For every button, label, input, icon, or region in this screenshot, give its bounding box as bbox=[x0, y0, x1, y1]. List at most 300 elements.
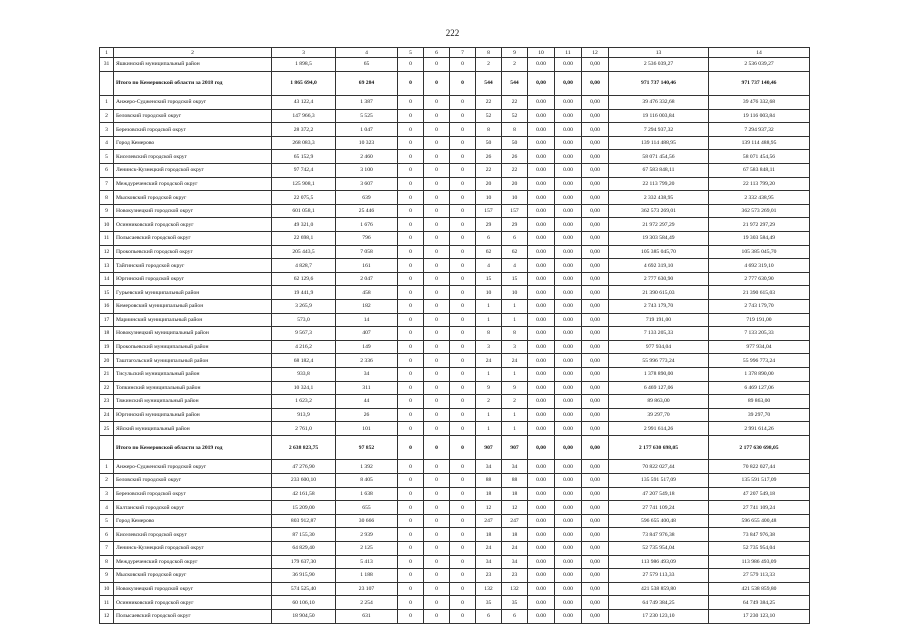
table-cell: Тяжинский муниципальный район bbox=[114, 395, 272, 409]
table-cell: Топкинский муниципальный район bbox=[114, 381, 272, 395]
table-cell: 0 bbox=[398, 408, 424, 422]
table-cell: 0.00 bbox=[528, 300, 555, 314]
table-cell: 0.00 bbox=[528, 191, 555, 205]
table-cell: 26 bbox=[336, 408, 398, 422]
table-cell: 0,00 bbox=[582, 123, 609, 137]
total-row bbox=[100, 435, 810, 460]
table-cell: 1 392 bbox=[336, 460, 398, 474]
table-cell: 0 bbox=[398, 232, 424, 246]
table-cell: 15 209,00 bbox=[272, 501, 336, 515]
table-cell: 2 743 179,70 bbox=[609, 300, 709, 314]
table-cell: 1 188 bbox=[336, 569, 398, 583]
table-cell: 52 735 954,04 bbox=[609, 542, 709, 556]
table-cell: 0 bbox=[424, 177, 450, 191]
table-row bbox=[100, 245, 810, 259]
table-cell: 34 bbox=[502, 460, 528, 474]
table-cell: 21 390 615,03 bbox=[609, 286, 709, 300]
table-cell: 0,00 bbox=[582, 71, 609, 96]
table-cell: Киселевский городской округ bbox=[114, 528, 272, 542]
table-cell: 0 bbox=[398, 286, 424, 300]
table-cell: 0 bbox=[424, 123, 450, 137]
table-cell: 24 bbox=[476, 354, 502, 368]
table-cell: 4 692 319,10 bbox=[609, 259, 709, 273]
table-cell: 0.00 bbox=[528, 381, 555, 395]
table-cell: 88 bbox=[476, 474, 502, 488]
table-cell: 0 bbox=[424, 381, 450, 395]
table-cell: 3 bbox=[502, 340, 528, 354]
table-cell: 47 207 549,18 bbox=[709, 487, 810, 501]
table-cell: 0.00 bbox=[528, 177, 555, 191]
table-cell: 0 bbox=[424, 435, 450, 460]
table-cell: 67 583 848,11 bbox=[609, 164, 709, 178]
table-cell: 0 bbox=[424, 136, 450, 150]
table-row bbox=[100, 367, 810, 381]
table-cell: 0.00 bbox=[555, 474, 582, 488]
table-cell: Тисульский муниципальный район bbox=[114, 367, 272, 381]
table-cell: 0.00 bbox=[528, 204, 555, 218]
table-cell: Юргинский муниципальный район bbox=[114, 408, 272, 422]
table-cell: 35 bbox=[476, 596, 502, 610]
table-cell: 907 bbox=[476, 435, 502, 460]
table-row bbox=[100, 58, 810, 72]
table-cell: 0 bbox=[398, 460, 424, 474]
table-cell: 0 bbox=[398, 354, 424, 368]
table-cell: 101 bbox=[336, 422, 398, 436]
table-cell: 105 385 045,70 bbox=[609, 245, 709, 259]
table-cell: 596 655 400,48 bbox=[609, 514, 709, 528]
table-cell: 0.00 bbox=[528, 582, 555, 596]
table-cell: 0,00 bbox=[582, 542, 609, 556]
table-cell: 1 bbox=[100, 460, 114, 474]
table-row bbox=[100, 596, 810, 610]
table-cell: Новокузнецкий городской округ bbox=[114, 204, 272, 218]
table-cell: 601 058,1 bbox=[272, 204, 336, 218]
table-cell: 36 915,90 bbox=[272, 569, 336, 583]
table-cell: 0 bbox=[450, 245, 476, 259]
table-cell: 9 bbox=[100, 204, 114, 218]
table-row bbox=[100, 542, 810, 556]
table-cell: 6 bbox=[476, 232, 502, 246]
table-cell: 2 177 630 698,05 bbox=[709, 435, 810, 460]
table-cell: 0 bbox=[450, 422, 476, 436]
table-cell: 8 405 bbox=[336, 474, 398, 488]
table-cell: 0,00 bbox=[582, 58, 609, 72]
table-cell: 0 bbox=[398, 272, 424, 286]
table-cell: 0,00 bbox=[582, 245, 609, 259]
table-cell: 2 332 438,95 bbox=[709, 191, 810, 205]
table-cell: 8 bbox=[476, 327, 502, 341]
table-cell: 17 bbox=[100, 313, 114, 327]
table-cell: 0 bbox=[398, 422, 424, 436]
table-cell: 0.00 bbox=[528, 164, 555, 178]
table-cell: 0 bbox=[424, 474, 450, 488]
table-cell: 0,00 bbox=[582, 609, 609, 623]
table-cell: Город Кемерово bbox=[114, 514, 272, 528]
table-cell: 205 443,5 bbox=[272, 245, 336, 259]
table-cell: 73 847 976,38 bbox=[609, 528, 709, 542]
table-cell: 1 676 bbox=[336, 218, 398, 232]
table-cell: 3 bbox=[100, 487, 114, 501]
table-cell: 113 986 493,09 bbox=[709, 555, 810, 569]
table-row bbox=[100, 218, 810, 232]
table-cell: 22 bbox=[476, 164, 502, 178]
table-cell: 0.00 bbox=[528, 109, 555, 123]
table-cell: 0.00 bbox=[555, 555, 582, 569]
table-row bbox=[100, 582, 810, 596]
table-cell: 0 bbox=[398, 109, 424, 123]
table-cell: 0.00 bbox=[528, 259, 555, 273]
table-cell: 0,00 bbox=[582, 191, 609, 205]
table-cell: 3 100 bbox=[336, 164, 398, 178]
table-cell: 0 bbox=[398, 164, 424, 178]
table-cell: 20 bbox=[476, 177, 502, 191]
table-cell: 27 579 113,33 bbox=[609, 569, 709, 583]
table-cell: 0 bbox=[450, 204, 476, 218]
table-cell: 544 bbox=[502, 71, 528, 96]
table-cell: 22 bbox=[476, 96, 502, 110]
table-cell: 8 bbox=[502, 123, 528, 137]
table-cell: 0 bbox=[450, 218, 476, 232]
table-cell: 0.00 bbox=[555, 354, 582, 368]
table-cell: 0.00 bbox=[555, 542, 582, 556]
table-row bbox=[100, 381, 810, 395]
table-cell: 0 bbox=[424, 569, 450, 583]
table-cell: 0 bbox=[398, 327, 424, 341]
table-cell: 2 bbox=[502, 395, 528, 409]
table-cell: 0 bbox=[398, 136, 424, 150]
table-cell: 0 bbox=[424, 164, 450, 178]
table-cell: 311 bbox=[336, 381, 398, 395]
table-cell: 5 525 bbox=[336, 109, 398, 123]
table-cell: 544 bbox=[476, 71, 502, 96]
table-cell: 0 bbox=[450, 395, 476, 409]
table-cell: 125 908,1 bbox=[272, 177, 336, 191]
table-cell: 24 bbox=[502, 542, 528, 556]
table-cell: 1 638 bbox=[336, 487, 398, 501]
table-cell: 0,00 bbox=[582, 596, 609, 610]
table-cell: Тайгинский городской округ bbox=[114, 259, 272, 273]
table-cell: Кемеровский муниципальный район bbox=[114, 300, 272, 314]
table-cell: 1 898,5 bbox=[272, 58, 336, 72]
table-cell: 49 321,0 bbox=[272, 218, 336, 232]
table-cell: 11 bbox=[100, 232, 114, 246]
table-cell: 22 bbox=[502, 164, 528, 178]
table-cell: 1 387 bbox=[336, 96, 398, 110]
table-cell: 631 bbox=[336, 609, 398, 623]
table-cell: 0 bbox=[398, 474, 424, 488]
table-cell: 4 bbox=[100, 136, 114, 150]
table-cell: 0.00 bbox=[555, 272, 582, 286]
table-cell: 0,00 bbox=[582, 487, 609, 501]
table-cell: 132 bbox=[502, 582, 528, 596]
table-cell: 0.00 bbox=[528, 313, 555, 327]
table-cell: 0 bbox=[424, 109, 450, 123]
table-cell: 0,00 bbox=[528, 435, 555, 460]
table-cell: 0.00 bbox=[555, 58, 582, 72]
table-cell: Беловский городской округ bbox=[114, 109, 272, 123]
table-cell: 2 460 bbox=[336, 150, 398, 164]
table-cell: 1 865 694,0 bbox=[272, 71, 336, 96]
table-cell: 18 904,50 bbox=[272, 609, 336, 623]
table-cell: 2 177 630 698,05 bbox=[609, 435, 709, 460]
table-cell: 6 bbox=[502, 609, 528, 623]
table-row bbox=[100, 123, 810, 137]
table-cell: 0.00 bbox=[528, 96, 555, 110]
table-cell: 977 934,04 bbox=[609, 340, 709, 354]
table-cell: 5 bbox=[100, 514, 114, 528]
table-cell: 34 bbox=[336, 367, 398, 381]
table-cell: 0 bbox=[398, 367, 424, 381]
table-cell: 0 bbox=[398, 542, 424, 556]
table-cell: 97 852 bbox=[336, 435, 398, 460]
table-cell: 0 bbox=[424, 609, 450, 623]
table-cell: 0 bbox=[450, 596, 476, 610]
table-cell: 0,00 bbox=[582, 569, 609, 583]
table-cell: 64 749 384,25 bbox=[609, 596, 709, 610]
column-number: 13 bbox=[609, 48, 709, 58]
table-cell: 0.00 bbox=[555, 367, 582, 381]
table-cell: 0.00 bbox=[528, 474, 555, 488]
table-cell: 135 591 517,09 bbox=[709, 474, 810, 488]
table-cell: 10 bbox=[476, 191, 502, 205]
table-cell: 12 bbox=[100, 609, 114, 623]
table-cell: 12 bbox=[502, 501, 528, 515]
table-cell: 64 749 384,25 bbox=[709, 596, 810, 610]
table-cell: 6 bbox=[476, 609, 502, 623]
table-cell: 42 161,58 bbox=[272, 487, 336, 501]
table-cell: 0 bbox=[424, 218, 450, 232]
table-cell: 62 bbox=[476, 245, 502, 259]
table-cell: 0 bbox=[398, 150, 424, 164]
table-cell: 1 378 890,00 bbox=[609, 367, 709, 381]
table-row bbox=[100, 487, 810, 501]
table-cell: 0.00 bbox=[555, 487, 582, 501]
table-cell: 0 bbox=[450, 96, 476, 110]
table-cell: 1 bbox=[100, 96, 114, 110]
table-cell: 0.00 bbox=[528, 136, 555, 150]
table-cell: Осинниковский городской округ bbox=[114, 218, 272, 232]
column-number: 7 bbox=[450, 48, 476, 58]
table-row bbox=[100, 286, 810, 300]
table-cell: 0 bbox=[450, 259, 476, 273]
table-cell: 0.00 bbox=[555, 150, 582, 164]
table-cell: 2 777 630,90 bbox=[709, 272, 810, 286]
table-cell: 0.00 bbox=[555, 300, 582, 314]
column-number-row bbox=[100, 48, 810, 58]
table-cell: 0.00 bbox=[528, 286, 555, 300]
column-number: 1 bbox=[100, 48, 114, 58]
table-row bbox=[100, 191, 810, 205]
table-cell: 87 155,30 bbox=[272, 528, 336, 542]
table-row bbox=[100, 395, 810, 409]
table-cell: 5 bbox=[100, 150, 114, 164]
table-cell: 21 972 297,29 bbox=[609, 218, 709, 232]
table-cell: Прокопьевский муниципальный район bbox=[114, 340, 272, 354]
table-cell: 362 573 269,01 bbox=[709, 204, 810, 218]
table-cell: 0 bbox=[450, 150, 476, 164]
table-cell: 2 bbox=[100, 474, 114, 488]
table-cell: 0 bbox=[398, 582, 424, 596]
table-cell: 55 996 773,24 bbox=[709, 354, 810, 368]
table-cell: 0.00 bbox=[528, 232, 555, 246]
table-cell: 0 bbox=[450, 191, 476, 205]
table-cell: Междуреченский городской округ bbox=[114, 177, 272, 191]
table-cell: 7 294 937,32 bbox=[709, 123, 810, 137]
table-cell: Анжеро-Судженский городской округ bbox=[114, 460, 272, 474]
table-cell: 5 413 bbox=[336, 555, 398, 569]
table-cell: 0 bbox=[424, 71, 450, 96]
table-cell: 4 216,2 bbox=[272, 340, 336, 354]
table-cell: 0 bbox=[424, 501, 450, 515]
table-cell: 1 378 890,00 bbox=[709, 367, 810, 381]
table-cell: 0 bbox=[424, 514, 450, 528]
table-cell: 0 bbox=[450, 232, 476, 246]
table-cell: 16 bbox=[100, 300, 114, 314]
table-cell: 65 152,9 bbox=[272, 150, 336, 164]
table-row bbox=[100, 164, 810, 178]
table-cell: 1 047 bbox=[336, 123, 398, 137]
table-cell: 2 bbox=[100, 109, 114, 123]
table-cell: 9 bbox=[476, 381, 502, 395]
table-cell: 0 bbox=[424, 408, 450, 422]
table-cell: 0,00 bbox=[555, 435, 582, 460]
table-cell: 0,00 bbox=[582, 136, 609, 150]
table-cell: 3 607 bbox=[336, 177, 398, 191]
table-cell bbox=[100, 71, 114, 96]
table-cell: Калтанский городской округ bbox=[114, 501, 272, 515]
table-row bbox=[100, 177, 810, 191]
table-cell: 0.00 bbox=[555, 164, 582, 178]
table-cell: 7 133 205,33 bbox=[709, 327, 810, 341]
table-cell: 907 bbox=[502, 435, 528, 460]
table-cell: 574 525,40 bbox=[272, 582, 336, 596]
table-cell: 23 bbox=[100, 395, 114, 409]
table-cell: 0.00 bbox=[555, 528, 582, 542]
table-cell: 0 bbox=[424, 596, 450, 610]
table-cell: 0 bbox=[424, 58, 450, 72]
table-cell: 2 254 bbox=[336, 596, 398, 610]
table-cell: 913,9 bbox=[272, 408, 336, 422]
table-cell: 0 bbox=[424, 150, 450, 164]
table-cell: Березовский городской округ bbox=[114, 123, 272, 137]
table-cell: 0.00 bbox=[555, 204, 582, 218]
table-cell: 69 284 bbox=[336, 71, 398, 96]
table-cell: 0,00 bbox=[582, 177, 609, 191]
table-cell: 0,00 bbox=[582, 109, 609, 123]
column-number: 4 bbox=[336, 48, 398, 58]
table-row bbox=[100, 96, 810, 110]
table-cell: 11 bbox=[100, 596, 114, 610]
table-cell: 27 579 113,33 bbox=[709, 569, 810, 583]
table-cell: 0 bbox=[398, 596, 424, 610]
table-row bbox=[100, 150, 810, 164]
table-cell: Мариинский муниципальный район bbox=[114, 313, 272, 327]
table-cell: 2 bbox=[476, 395, 502, 409]
table-cell: 30 666 bbox=[336, 514, 398, 528]
table-cell: 0 bbox=[424, 487, 450, 501]
table-row bbox=[100, 609, 810, 623]
table-cell: 132 bbox=[476, 582, 502, 596]
table-cell: 0 bbox=[398, 204, 424, 218]
table-cell: Ленинск-Кузнецкий городской округ bbox=[114, 164, 272, 178]
table-cell: 24 bbox=[100, 408, 114, 422]
table-cell: 1 bbox=[476, 422, 502, 436]
table-cell: 0 bbox=[398, 435, 424, 460]
table-cell: 22 698,1 bbox=[272, 232, 336, 246]
table-row bbox=[100, 528, 810, 542]
table-cell: 113 986 493,09 bbox=[609, 555, 709, 569]
table-cell: 0 bbox=[424, 528, 450, 542]
table-cell: 19 441,9 bbox=[272, 286, 336, 300]
column-number: 5 bbox=[398, 48, 424, 58]
table-cell: 0,00 bbox=[582, 555, 609, 569]
column-number: 11 bbox=[555, 48, 582, 58]
table-cell: 105 385 045,70 bbox=[709, 245, 810, 259]
table-cell: 0 bbox=[450, 313, 476, 327]
table-cell: 0 bbox=[450, 286, 476, 300]
table-cell: 0,00 bbox=[582, 300, 609, 314]
table-cell: 0.00 bbox=[555, 218, 582, 232]
table-cell: 0 bbox=[424, 367, 450, 381]
table-row bbox=[100, 109, 810, 123]
column-number: 6 bbox=[424, 48, 450, 58]
table-cell: 0 bbox=[450, 367, 476, 381]
table-row bbox=[100, 514, 810, 528]
table-cell: 67 583 848,11 bbox=[709, 164, 810, 178]
table-cell: 179 637,30 bbox=[272, 555, 336, 569]
table-cell: 15 bbox=[502, 272, 528, 286]
table-cell: 719 191,00 bbox=[709, 313, 810, 327]
table-cell: 362 573 269,01 bbox=[609, 204, 709, 218]
table-cell: 0,00 bbox=[582, 395, 609, 409]
table-cell: 31 bbox=[100, 58, 114, 72]
table-cell: 0.00 bbox=[555, 609, 582, 623]
table-cell: 0 bbox=[398, 313, 424, 327]
table-cell: 22 bbox=[100, 381, 114, 395]
table-cell: 15 bbox=[476, 272, 502, 286]
table-cell: 34 bbox=[476, 555, 502, 569]
table-cell: 149 bbox=[336, 340, 398, 354]
table-cell: 0,00 bbox=[582, 218, 609, 232]
table-cell: 9 567,3 bbox=[272, 327, 336, 341]
column-number: 10 bbox=[528, 48, 555, 58]
table-cell: 24 bbox=[476, 542, 502, 556]
table-cell: 268 083,3 bbox=[272, 136, 336, 150]
table-cell: 0,00 bbox=[582, 435, 609, 460]
table-cell: 19 116 003,84 bbox=[609, 109, 709, 123]
table-cell: 0.00 bbox=[555, 381, 582, 395]
table-cell: 0 bbox=[450, 528, 476, 542]
table-cell: 0.00 bbox=[528, 272, 555, 286]
table-cell: 0 bbox=[450, 582, 476, 596]
table-cell: Новокузнецкий городской округ bbox=[114, 582, 272, 596]
table-cell: 25 bbox=[100, 422, 114, 436]
table-cell: 0,00 bbox=[582, 354, 609, 368]
table-cell: 0.00 bbox=[555, 582, 582, 596]
table-cell: 8 bbox=[100, 555, 114, 569]
table-cell: 64 829,40 bbox=[272, 542, 336, 556]
table-cell: 1 bbox=[502, 422, 528, 436]
table-cell: 182 bbox=[336, 300, 398, 314]
table-cell: 0 bbox=[450, 58, 476, 72]
table-cell: 0 bbox=[450, 609, 476, 623]
table-cell: 8 bbox=[100, 191, 114, 205]
table-cell: 0.00 bbox=[555, 259, 582, 273]
table-cell: 0 bbox=[450, 136, 476, 150]
table-cell: 73 847 976,38 bbox=[709, 528, 810, 542]
table-cell: 24 bbox=[502, 354, 528, 368]
table-cell: 0,00 bbox=[582, 501, 609, 515]
